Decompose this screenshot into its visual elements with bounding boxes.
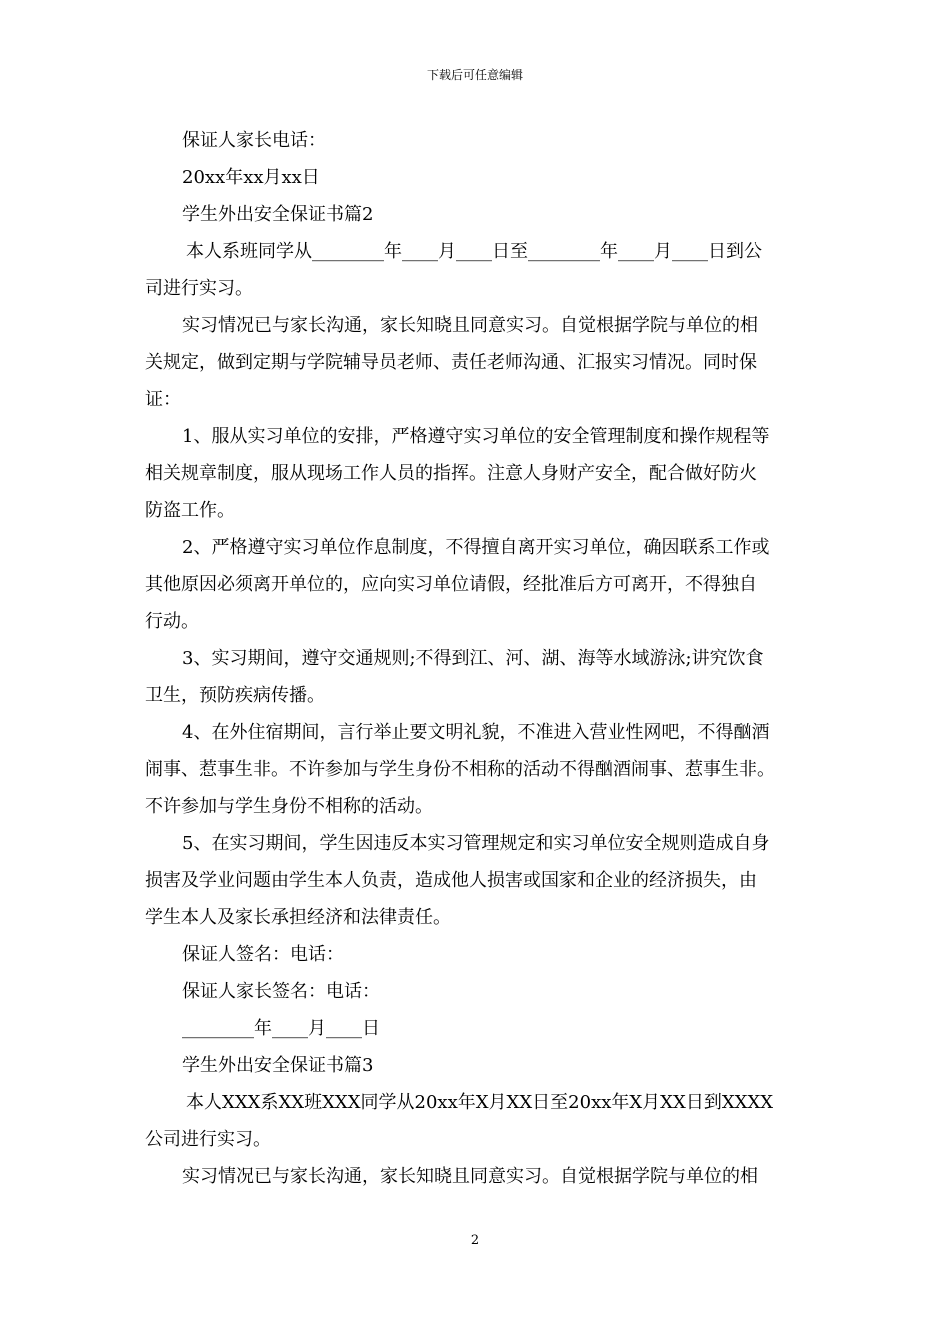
text-line: 卫生，预防疾病传播。 — [145, 685, 325, 706]
text-line: 实习情况已与家长沟通，家长知晓且同意实习。自觉根据学院与单位的相 — [182, 315, 758, 336]
text-line: 行动。 — [145, 611, 199, 632]
text-line: 防盗工作。 — [145, 500, 235, 521]
text-line: 4、在外住宿期间，言行举止要文明礼貌，不准进入营业性网吧，不得酗酒 — [182, 722, 770, 743]
document-body — [145, 122, 810, 1195]
text-line: 本人系班同学从________年____月____日至________年____月____日到公 — [186, 241, 762, 262]
text-line: 学生外出安全保证书篇3 — [182, 1055, 374, 1076]
text-line: 相关规章制度，服从现场工作人员的指挥。注意人身财产安全，配合做好防火 — [145, 463, 757, 484]
text-line: ________年____月____日 — [182, 1018, 380, 1039]
text-line: 不许参加与学生身份不相称的活动。 — [145, 796, 433, 817]
text-line: 20xx年xx月xx日 — [182, 167, 320, 188]
text-line: 2、严格遵守实习单位作息制度，不得擅自离开实习单位，确因联系工作或 — [182, 537, 770, 558]
text-line: 实习情况已与家长沟通，家长知晓且同意实习。自觉根据学院与单位的相 — [182, 1166, 758, 1187]
text-line: 闹事、惹事生非。不许参加与学生身份不相称的活动不得酗酒闹事、惹事生非。 — [145, 759, 775, 780]
text-line: 保证人签名：电话： — [182, 944, 344, 965]
text-line: 学生外出安全保证书篇2 — [182, 204, 374, 225]
text-line: 1、服从实习单位的安排，严格遵守实习单位的安全管理制度和操作规程等 — [182, 426, 770, 447]
text-line: 关规定，做到定期与学院辅导员老师、责任老师沟通、汇报实习情况。同时保 — [145, 352, 757, 373]
text-line: 保证人家长签名：电话： — [182, 981, 380, 1002]
text-line: 3、实习期间，遵守交通规则;不得到江、河、湖、海等水域游泳;讲究饮食 — [182, 648, 764, 669]
text-line: 其他原因必须离开单位的，应向实习单位请假，经批准后方可离开，不得独自 — [145, 574, 757, 595]
page-header: 下载后可任意编辑 — [426, 68, 523, 82]
text-line: 保证人家长电话： — [182, 130, 326, 151]
text-line: 本人XXX系XX班XXX同学从20xx年X月XX日至20xx年X月XX日到XXXX — [186, 1092, 774, 1113]
text-line: 司进行实习。 — [145, 278, 253, 299]
text-line: 公司进行实习。 — [145, 1129, 271, 1150]
text-line: 损害及学业问题由学生本人负责，造成他人损害或国家和企业的经济损失，由 — [145, 870, 757, 891]
page-number: 2 — [470, 1233, 480, 1248]
text-line: 5、在实习期间，学生因违反本实习管理规定和实习单位安全规则造成自身 — [182, 833, 770, 854]
text-line: 学生本人及家长承担经济和法律责任。 — [145, 907, 451, 928]
text-line: 证： — [145, 389, 181, 410]
